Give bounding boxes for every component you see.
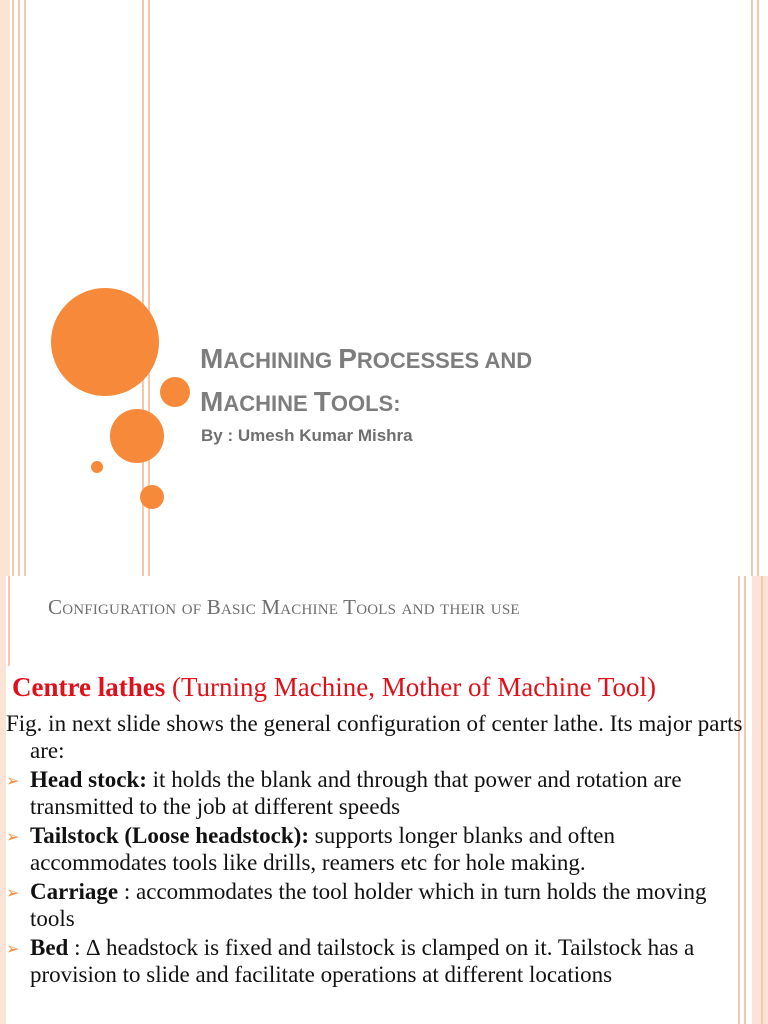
decor-line xyxy=(761,576,763,1024)
decor-line xyxy=(18,0,20,576)
decor-circle xyxy=(140,485,164,509)
right-tint-band xyxy=(752,576,768,1024)
author-subtitle: By : Umesh Kumar Mishra xyxy=(201,426,413,445)
section-title-rest: (Turning Machine, Mother of Machine Tool) xyxy=(165,672,657,702)
bullet-term: Bed xyxy=(30,935,69,960)
section-title xyxy=(12,672,656,703)
bullet-item xyxy=(6,822,754,876)
bullet-item xyxy=(6,934,754,988)
bullet-text: : ∆ headstock is fixed and tailstock is clamped on it. Tailstock has a provision to slide and facilitate operations at different locations xyxy=(30,935,695,987)
slide-body xyxy=(6,710,754,990)
bullet-arrow-icon: ➢ xyxy=(6,827,20,846)
bullet-term: Head stock: xyxy=(30,767,147,792)
bullet-text: : accommodates the tool holder which in turn holds the moving tools xyxy=(30,879,707,931)
decor-circle xyxy=(160,377,190,407)
section-title-bold: Centre lathes xyxy=(12,672,166,702)
decor-line xyxy=(8,576,10,666)
bullet-text: it holds the blank and through that power and rotation are transmitted to the job at different speeds xyxy=(30,767,682,819)
decor-circle-large xyxy=(51,288,159,396)
bullet-text: supports longer blanks and often accommodates tools like drills, reamers etc for hole making. xyxy=(30,823,615,875)
decor-line xyxy=(751,0,753,576)
bullet-item xyxy=(6,766,754,820)
decor-circle xyxy=(110,409,164,463)
intro-paragraph: Fig. in next slide shows the general configuration of center lathe. Its major parts are: xyxy=(6,711,743,763)
slide-heading: Configuration of Basic Machine Tools and their use xyxy=(48,595,520,619)
left-tint-band xyxy=(0,0,10,576)
bullet-item xyxy=(6,878,754,932)
decor-line xyxy=(24,0,26,576)
decor-line xyxy=(12,0,14,576)
bullet-arrow-icon: ➢ xyxy=(6,939,20,958)
bullet-arrow-icon: ➢ xyxy=(6,883,20,902)
bullet-arrow-icon: ➢ xyxy=(6,771,20,790)
decor-circle-small xyxy=(91,461,103,473)
slide-title: MACHINING PROCESSES AND MACHINE TOOLS: xyxy=(200,343,533,417)
content-slide xyxy=(0,576,768,1024)
bullet-term: Tailstock (Loose headstock): xyxy=(30,823,309,848)
decor-line xyxy=(757,0,759,576)
bullet-term: Carriage xyxy=(30,879,119,904)
